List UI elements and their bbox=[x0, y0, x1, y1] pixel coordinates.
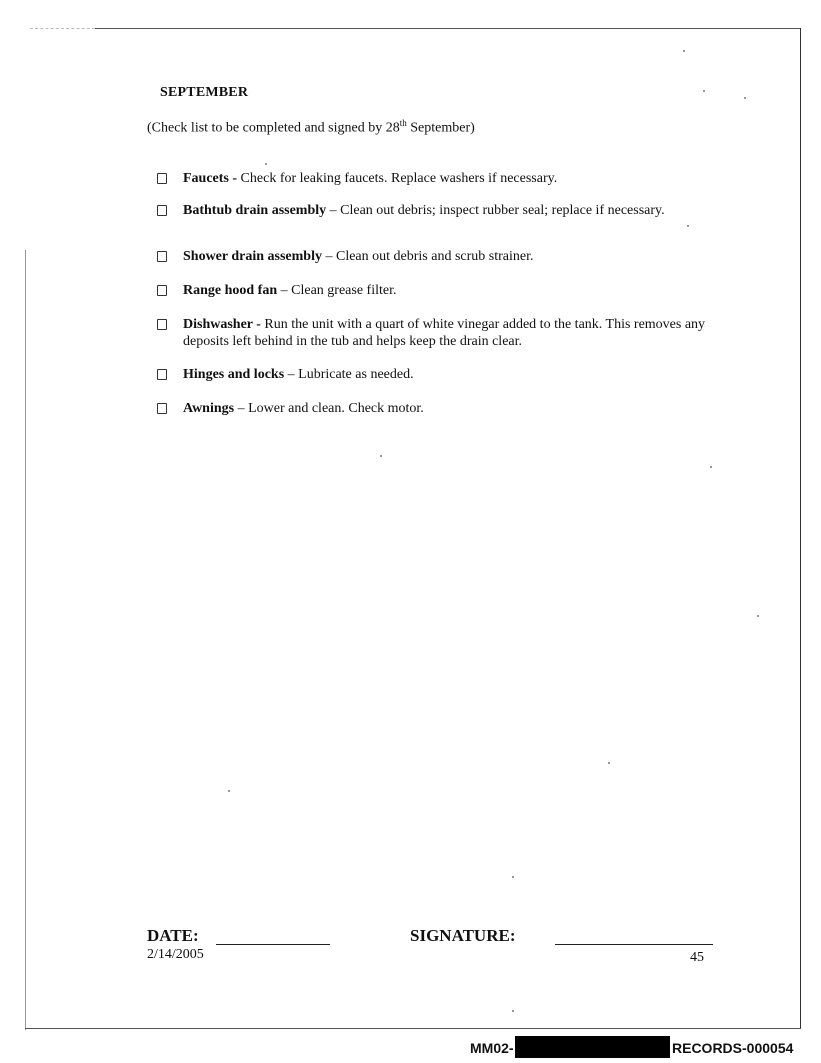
checklist-item-title: Range hood fan bbox=[183, 283, 278, 298]
redaction-block bbox=[515, 1036, 670, 1058]
scan-speck bbox=[608, 762, 610, 764]
scan-speck bbox=[703, 90, 705, 92]
checkbox-icon[interactable] bbox=[157, 205, 167, 216]
checkbox-icon[interactable] bbox=[157, 173, 167, 184]
checklist-item-description: – Clean out debris and scrub strainer. bbox=[321, 249, 534, 264]
checklist-item-description: – Lower and clean. Check motor. bbox=[234, 401, 424, 416]
checklist-item-title: Bathtub drain assembly bbox=[183, 203, 327, 218]
page-border-right bbox=[800, 28, 801, 1028]
checklist-item bbox=[157, 400, 743, 417]
scan-speck bbox=[687, 225, 689, 227]
signature-label: SIGNATURE: bbox=[410, 926, 516, 945]
page-border-top bbox=[95, 28, 801, 29]
signature-line[interactable] bbox=[555, 944, 713, 945]
checklist-item-description: – Lubricate as needed. bbox=[284, 367, 414, 382]
instruction-text bbox=[147, 118, 475, 137]
scan-speck bbox=[265, 163, 267, 165]
bates-suffix: RECORDS-000054 bbox=[672, 1040, 794, 1056]
checklist-item-description: – Clean grease filter. bbox=[277, 283, 397, 298]
checklist-item-title: Faucets - bbox=[183, 171, 238, 186]
scan-speck bbox=[228, 790, 230, 792]
checkbox-icon[interactable] bbox=[157, 319, 167, 330]
instruction-superscript: th bbox=[399, 118, 407, 128]
checkbox-icon[interactable] bbox=[157, 369, 167, 380]
checklist-item bbox=[157, 316, 743, 350]
page-border-left bbox=[25, 250, 26, 1030]
scan-speck bbox=[744, 97, 746, 99]
checklist-item bbox=[157, 202, 683, 219]
scan-speck bbox=[512, 1010, 514, 1012]
checklist-item-title: Dishwasher - bbox=[183, 317, 261, 332]
checkbox-icon[interactable] bbox=[157, 403, 167, 414]
checklist-item bbox=[157, 170, 743, 187]
date-line[interactable] bbox=[216, 944, 330, 945]
checklist-item-title: Awnings bbox=[183, 401, 235, 416]
checkbox-icon[interactable] bbox=[157, 251, 167, 262]
checklist-item-description: Check for leaking faucets. Replace washers if necessary. bbox=[237, 171, 558, 186]
page-number: 45 bbox=[690, 950, 704, 965]
instruction-suffix: September) bbox=[406, 120, 475, 136]
scan-speck bbox=[683, 50, 685, 52]
scan-speck bbox=[757, 615, 759, 617]
checklist-item-description: – Clean out debris; inspect rubber seal; replace if necessary. bbox=[326, 203, 665, 218]
bates-prefix: MM02- bbox=[470, 1040, 514, 1056]
date-value: 2/14/2005 bbox=[147, 947, 204, 962]
date-label: DATE: bbox=[147, 926, 199, 945]
instruction-prefix: (Check list to be completed and signed by 28 bbox=[147, 120, 400, 136]
scan-speck bbox=[380, 455, 382, 457]
scan-speck bbox=[512, 876, 514, 878]
checklist-item-title: Hinges and locks bbox=[183, 367, 285, 382]
scan-speck bbox=[710, 466, 712, 468]
checklist-item-title: Shower drain assembly bbox=[183, 249, 322, 264]
month-heading: SEPTEMBER bbox=[160, 85, 249, 100]
checklist-item-description: Run the unit with a quart of white vinegar added to the tank. This removes any deposits left behind in the tub and helps keep the drain clear. bbox=[183, 317, 706, 349]
checklist-item bbox=[157, 366, 743, 383]
checkbox-icon[interactable] bbox=[157, 285, 167, 296]
checklist-item bbox=[157, 248, 743, 265]
page-border-bottom bbox=[25, 1028, 801, 1029]
checklist-item bbox=[157, 282, 743, 299]
page-border-top-faint bbox=[30, 28, 95, 29]
